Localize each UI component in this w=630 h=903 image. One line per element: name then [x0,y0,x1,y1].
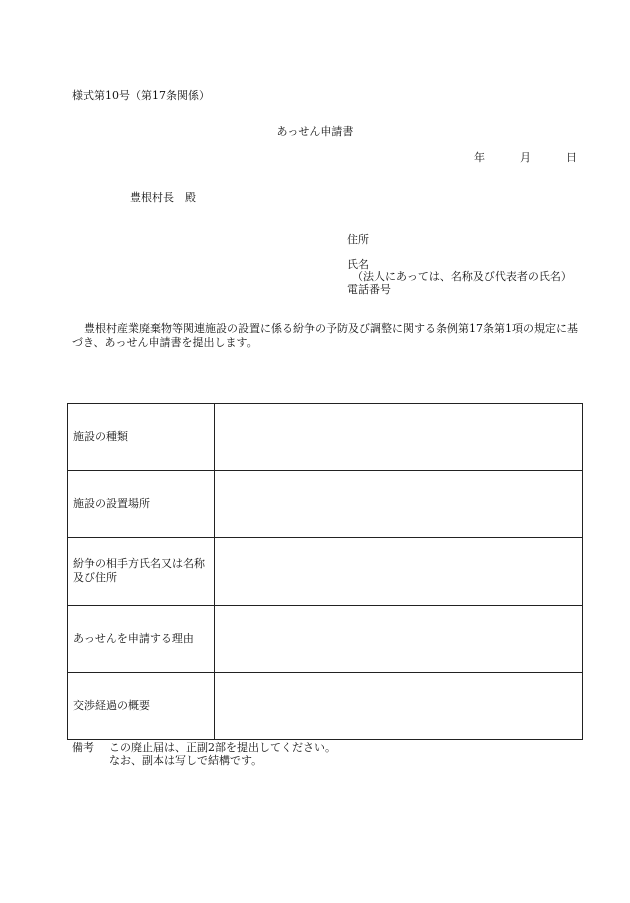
table-row [68,672,583,739]
form-number: 様式第10号（第17条関係） [72,89,210,102]
date-year-label: 年 [474,151,485,164]
applicant-name-note: （法人にあっては、名称及び代表者の氏名） [352,270,572,283]
remarks-label: 備考 [72,741,94,754]
row-value-counterparty[interactable] [215,538,583,605]
row-value-reason[interactable] [215,605,583,672]
remarks-text-1: この廃止届は、正副2部を提出してください。 [109,741,336,754]
remarks-line-1 [72,741,336,755]
applicant-phone-label: 電話番号 [347,283,391,296]
row-label-facility-location: 施設の設置場所 [68,471,215,538]
row-label-counterparty: 紛争の相手方氏名又は名称及び住所 [68,538,215,605]
document-title: あっせん申請書 [276,125,354,138]
table-row [68,538,583,605]
applicant-name-label: 氏名 [347,258,369,271]
addressee: 豊根村長 殿 [130,191,196,204]
row-value-negotiation-summary[interactable] [215,672,583,739]
application-details-table [67,403,583,740]
row-value-facility-type[interactable] [215,404,583,471]
row-label-negotiation-summary: 交渉経過の概要 [68,672,215,739]
row-label-reason: あっせんを申請する理由 [68,605,215,672]
row-label-facility-type: 施設の種類 [68,404,215,471]
table-row [68,404,583,471]
remarks-text-2: なお、副本は写しで結構です。 [109,754,263,767]
table-row [68,471,583,538]
table-row [68,605,583,672]
row-value-facility-location[interactable] [215,471,583,538]
date-month-label: 月 [520,151,531,164]
date-day-label: 日 [566,151,577,164]
body-text: 豊根村産業廃棄物等関連施設の設置に係る紛争の予防及び調整に関する条例第17条第1項の規定に基づき、あっせん申請書を提出します。 [72,322,578,350]
applicant-address-label: 住所 [347,233,369,246]
